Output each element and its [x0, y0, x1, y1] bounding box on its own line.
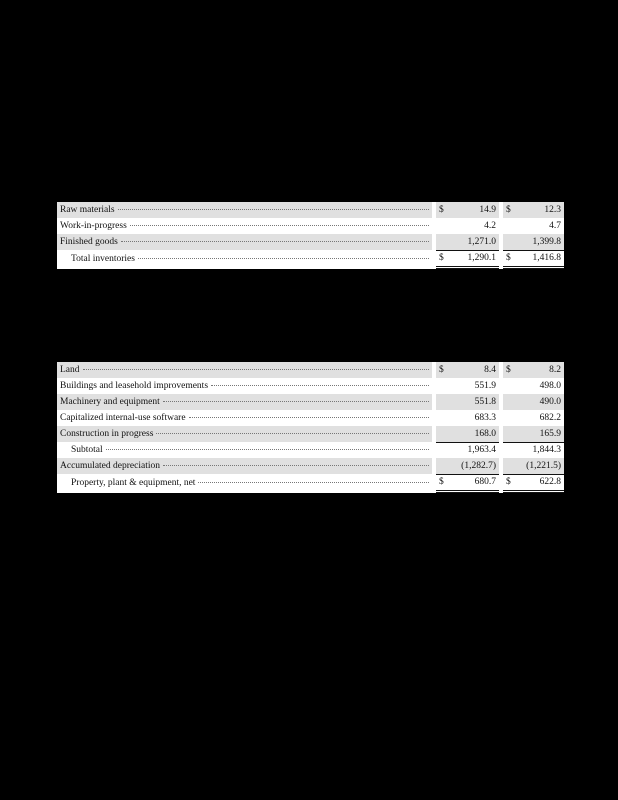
value-prior-year: 682.2 — [539, 413, 561, 423]
table-row — [57, 218, 564, 234]
table-row — [57, 250, 564, 267]
leader-dots — [163, 394, 429, 402]
row-label: Accumulated depreciation — [60, 461, 160, 471]
ppe-table — [57, 362, 564, 493]
currency-symbol — [503, 234, 515, 250]
currency-symbol — [503, 442, 515, 458]
currency-symbol — [503, 426, 515, 442]
value-prior-year: 8.2 — [515, 362, 564, 378]
currency-symbol — [503, 378, 515, 394]
value-prior-year: 1,416.8 — [515, 250, 564, 267]
currency-symbol — [436, 378, 448, 394]
leader-dots — [138, 250, 429, 259]
currency-symbol — [503, 394, 515, 410]
value-prior-year: 1,399.8 — [515, 234, 564, 250]
value-current-year: 168.0 — [448, 426, 499, 442]
value-prior-year: 4.7 — [549, 221, 561, 231]
value-prior-year: 622.8 — [515, 474, 564, 491]
leader-dots — [211, 378, 429, 386]
currency-symbol — [436, 218, 448, 234]
currency-symbol — [436, 394, 448, 410]
currency-symbol: $ — [503, 474, 515, 491]
row-label: Capitalized internal-use software — [60, 413, 186, 423]
value-current-year: 14.9 — [448, 202, 499, 218]
currency-symbol: $ — [436, 474, 448, 491]
row-label: Land — [60, 365, 80, 375]
currency-symbol — [436, 234, 448, 250]
currency-symbol: $ — [503, 362, 515, 378]
table-row — [57, 394, 564, 410]
table-row — [57, 474, 564, 491]
value-current-year: 4.2 — [484, 221, 496, 231]
table-row — [57, 458, 564, 474]
value-current-year: 680.7 — [448, 474, 499, 491]
leader-dots — [118, 202, 429, 210]
table-row — [57, 202, 564, 218]
table-row — [57, 234, 564, 250]
row-label: Machinery and equipment — [60, 397, 160, 407]
leader-dots — [106, 442, 429, 450]
value-prior-year: 12.3 — [515, 202, 564, 218]
table-row — [57, 362, 564, 378]
leader-dots — [83, 362, 429, 370]
table-row — [57, 426, 564, 442]
row-label: Finished goods — [60, 237, 118, 247]
currency-symbol: $ — [436, 362, 448, 378]
row-label: Work-in-progress — [60, 221, 127, 231]
currency-symbol — [503, 410, 515, 426]
value-prior-year: 490.0 — [515, 394, 564, 410]
leader-dots — [189, 410, 429, 418]
value-current-year: 1,271.0 — [448, 234, 499, 250]
value-current-year: 1,290.1 — [448, 250, 499, 267]
currency-symbol — [503, 458, 515, 474]
currency-symbol — [503, 218, 515, 234]
leader-dots — [198, 474, 429, 483]
currency-symbol — [436, 442, 448, 458]
leader-dots — [130, 218, 429, 226]
value-current-year: 551.9 — [474, 381, 496, 391]
row-label: Construction in progress — [60, 429, 154, 439]
value-current-year: (1,282.7) — [448, 458, 499, 474]
row-label: Raw materials — [60, 205, 115, 215]
currency-symbol — [436, 410, 448, 426]
value-current-year: 8.4 — [448, 362, 499, 378]
value-prior-year: 165.9 — [515, 426, 564, 442]
value-current-year: 683.3 — [474, 413, 496, 423]
row-label: Buildings and leasehold improvements — [60, 381, 209, 391]
leader-dots — [163, 458, 429, 466]
value-current-year: 551.8 — [448, 394, 499, 410]
currency-symbol: $ — [436, 250, 448, 267]
row-label: Subtotal — [71, 445, 103, 455]
table-row — [57, 442, 564, 458]
value-prior-year: (1,221.5) — [515, 458, 564, 474]
row-label: Property, plant & equipment, net — [71, 478, 196, 488]
leader-dots — [156, 426, 429, 434]
value-prior-year: 1,844.3 — [532, 445, 561, 455]
table-row — [57, 378, 564, 394]
leader-dots — [121, 234, 429, 242]
currency-symbol: $ — [503, 202, 515, 218]
inventories-table — [57, 202, 564, 269]
currency-symbol — [436, 426, 448, 442]
currency-symbol — [436, 458, 448, 474]
currency-symbol: $ — [436, 202, 448, 218]
value-prior-year: 498.0 — [539, 381, 561, 391]
row-label: Total inventories — [71, 254, 135, 264]
currency-symbol: $ — [503, 250, 515, 267]
value-current-year: 1,963.4 — [467, 445, 496, 455]
table-row — [57, 410, 564, 426]
